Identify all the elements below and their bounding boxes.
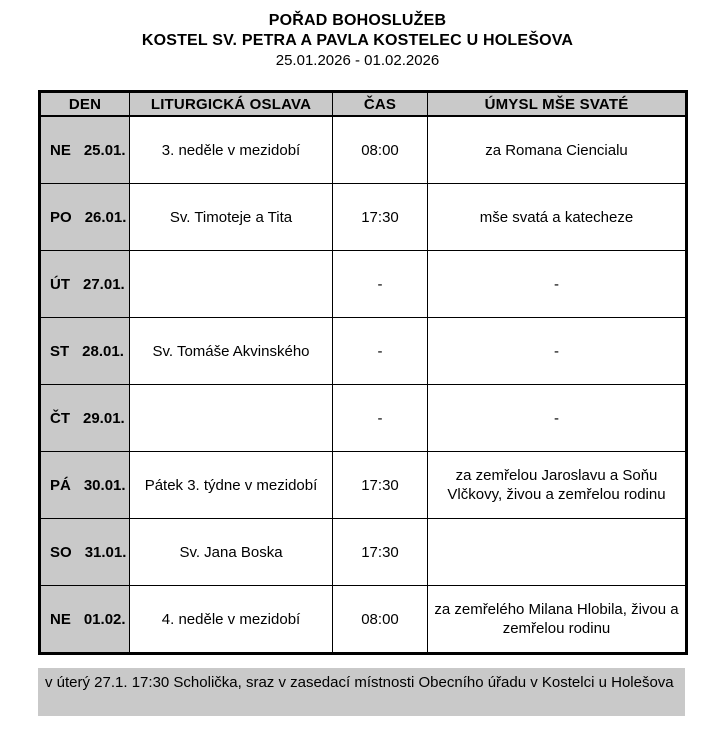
day-abbr: SO	[50, 543, 72, 561]
day-date: 31.01.	[84, 543, 127, 561]
day-abbr: ST	[50, 342, 70, 360]
time-cell: 08:00	[333, 586, 428, 654]
day-abbr: PÁ	[50, 476, 71, 494]
schedule-table	[38, 90, 688, 655]
day-date: 26.01.	[84, 208, 127, 226]
day-cell	[40, 318, 130, 385]
table-row	[40, 452, 687, 519]
day-abbr: NE	[50, 610, 71, 628]
table-header-row	[40, 92, 687, 117]
table-row	[40, 519, 687, 586]
day-abbr: ČT	[50, 409, 70, 427]
footer-note: v úterý 27.1. 17:30 Scholička, sraz v zasedací místnosti Obecního úřadu v Kostelci u Holešova	[38, 668, 685, 716]
day-date: 29.01.	[83, 409, 125, 427]
table-row	[40, 251, 687, 318]
day-date: 27.01.	[83, 275, 125, 293]
day-cell	[40, 452, 130, 519]
time-cell: -	[333, 385, 428, 452]
day-date: 30.01.	[83, 476, 126, 494]
feast-cell: Sv. Jana Boska	[130, 519, 333, 586]
header-day: DEN	[40, 92, 130, 117]
feast-cell: 4. neděle v mezidobí	[130, 586, 333, 654]
day-cell	[40, 586, 130, 654]
table-row	[40, 184, 687, 251]
time-cell: 17:30	[333, 519, 428, 586]
header-intention: ÚMYSL MŠE SVATÉ	[428, 92, 687, 117]
day-cell	[40, 116, 130, 184]
intention-cell	[428, 519, 687, 586]
church-name: KOSTEL SV. PETRA A PAVLA KOSTELEC U HOLEŠOVA	[141, 32, 574, 49]
day-abbr: NE	[50, 141, 71, 159]
table-row	[40, 385, 687, 452]
table-row	[40, 116, 687, 184]
time-cell: -	[333, 251, 428, 318]
table-row	[40, 586, 687, 654]
feast-cell: Sv. Tomáše Akvinského	[130, 318, 333, 385]
document-header	[0, 0, 715, 71]
day-cell	[40, 251, 130, 318]
day-cell	[40, 184, 130, 251]
intention-cell: -	[428, 385, 687, 452]
intention-cell: za Romana Ciencialu	[428, 116, 687, 184]
intention-cell: za zemřelou Jaroslavu a Soňu Vlčkovy, živou a zemřelou rodinu	[428, 452, 687, 519]
day-abbr: ÚT	[50, 275, 70, 293]
intention-cell: mše svatá a katecheze	[428, 184, 687, 251]
feast-cell: Pátek 3. týdne v mezidobí	[130, 452, 333, 519]
day-abbr: PO	[50, 208, 72, 226]
header-time: ČAS	[333, 92, 428, 117]
document-title: POŘAD BOHOSLUŽEB	[268, 12, 447, 29]
feast-cell: Sv. Timoteje a Tita	[130, 184, 333, 251]
intention-cell: -	[428, 251, 687, 318]
date-range: 25.01.2026 - 01.02.2026	[275, 52, 440, 69]
day-date: 01.02.	[83, 610, 126, 628]
day-cell	[40, 519, 130, 586]
time-cell: 17:30	[333, 452, 428, 519]
table-row	[40, 318, 687, 385]
intention-cell: -	[428, 318, 687, 385]
feast-cell	[130, 385, 333, 452]
time-cell: 08:00	[333, 116, 428, 184]
feast-cell: 3. neděle v mezidobí	[130, 116, 333, 184]
time-cell: 17:30	[333, 184, 428, 251]
time-cell: -	[333, 318, 428, 385]
header-feast: LITURGICKÁ OSLAVA	[130, 92, 333, 117]
day-date: 28.01.	[82, 342, 124, 360]
intention-cell: za zemřelého Milana Hlobila, živou a zemřelou rodinu	[428, 586, 687, 654]
day-date: 25.01.	[83, 141, 126, 159]
feast-cell	[130, 251, 333, 318]
day-cell	[40, 385, 130, 452]
